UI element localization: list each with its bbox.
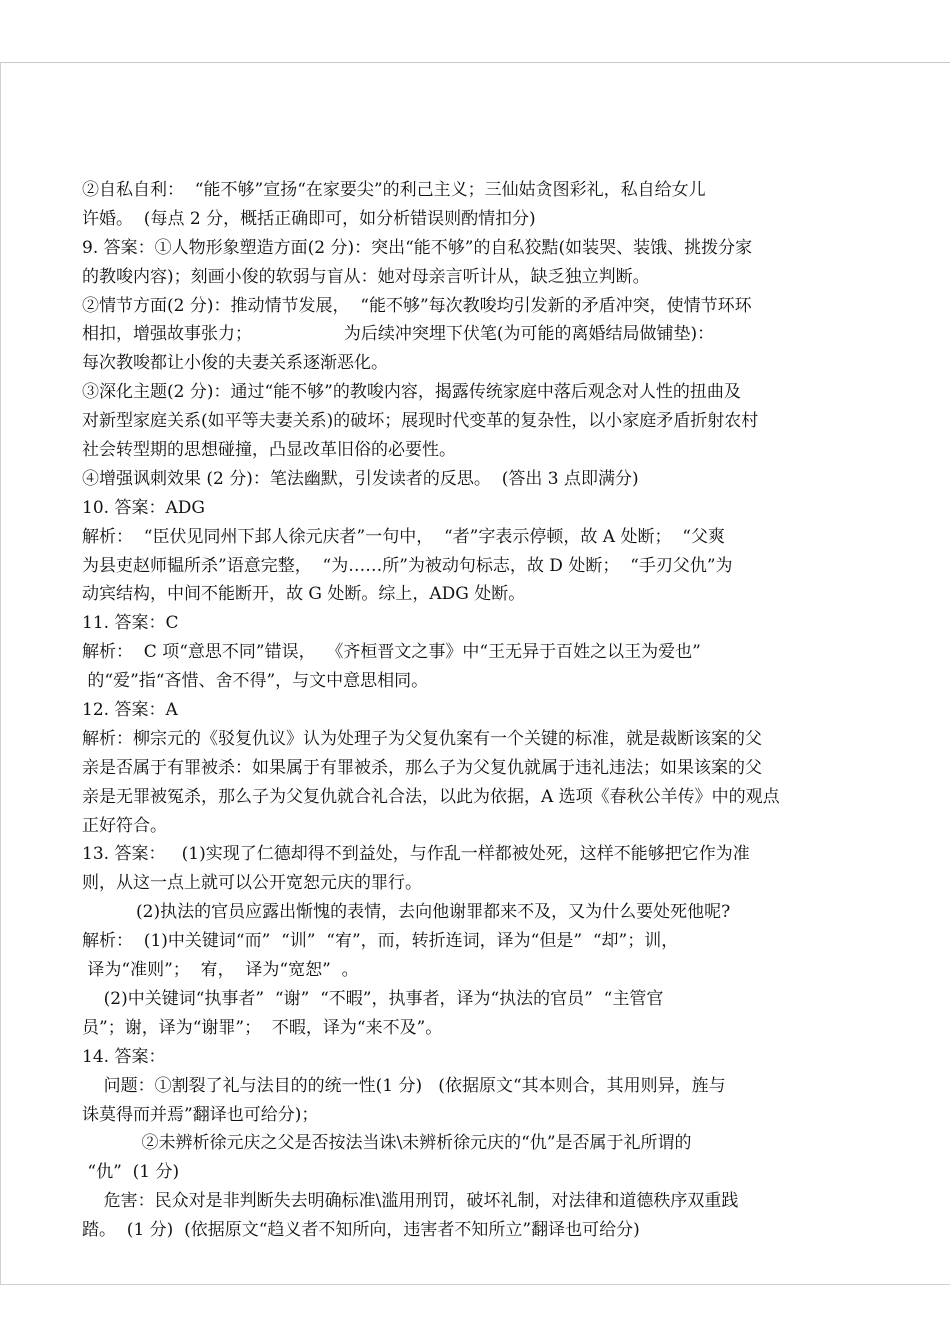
text-line: 解析： C 项“意思不同”错误， 《齐桓晋文之事》中“王无异于百姓之以王为爱也” (82, 642, 701, 663)
answer-text-body (82, 176, 882, 1245)
text-line: 对新型家庭关系(如平等夫妻关系)的破坏；展现时代变革的复杂性，以小家庭矛盾折射农村 (82, 411, 759, 432)
text-line: 亲是无罪被冤杀，那么子为父复仇就合礼合法，以此为依据，A 选项《春秋公羊传》中的观点 (82, 786, 780, 807)
text-line: 解析： “臣伏见同州下邽人徐元庆者”一句中， “者”字表示停顿，故 A 处断； “父爽 (82, 526, 725, 547)
text-line: 译为“准则”； 宥， 译为“宽恕” 。 (82, 960, 359, 981)
text-line: 许婚。 (每点 2 分，概括正确即可，如分析错误则酌情扣分) (82, 208, 536, 229)
text-line: “仇” (1 分) (82, 1162, 180, 1183)
text-line: 解析：柳宗元的《驳复仇议》认为处理子为父复仇案有一个关键的标准，就是裁断该案的父 (82, 728, 762, 749)
text-line: ②情节方面(2 分)：推动情节发展， “能不够”每次教唆均引发新的矛盾冲突，使情节环环 (82, 295, 752, 316)
text-line: (2)执法的官员应露出惭愧的表情，去向他谢罪都来不及，又为什么要处死他呢? (82, 902, 731, 923)
text-line: 则，从这一点上就可以公开宽恕元庆的罪行。 (82, 873, 422, 894)
text-line: 诛莫得而并焉”翻译也可给分)； (82, 1104, 319, 1125)
text-line: (2)中关键词“执事者” “谢” “不暇”，执事者，译为“执法的官员” “主管官 (82, 988, 664, 1009)
page-bottom-border (0, 1284, 950, 1285)
page-top-border (0, 62, 950, 63)
text-line: 的教唆内容)；刻画小俊的软弱与盲从：她对母亲言听计从，缺乏独立判断。 (82, 266, 650, 287)
text-line: 每次教唆都让小俊的夫妻关系逐渐恶化。 (82, 353, 388, 374)
text-line: 12. 答案：A (82, 700, 178, 721)
text-line: 亲是否属于有罪被杀：如果属于有罪被杀，那么子为父复仇就属于违礼违法；如果该案的父 (82, 757, 762, 778)
text-line: 解析： (1)中关键词“而” “训” “宥”，而，转折连词，译为“但是” “却”；训， (82, 931, 679, 952)
text-line: 正好符合。 (82, 815, 167, 836)
page-left-border (0, 62, 1, 1284)
text-line: 踏。 (1 分) (依据原文“趋义者不知所向，违害者不知所立”翻译也可给分) (82, 1220, 640, 1241)
text-line: 14. 答案： (82, 1046, 166, 1067)
text-line: 11. 答案：C (82, 613, 179, 634)
text-line: 10. 答案：ADG (82, 497, 205, 518)
text-line: ②自私自利： “能不够”宣扬“在家要尖”的利己主义；三仙姑贪图彩礼，私自给女儿 (82, 180, 706, 200)
text-line: 相扣，增强故事张力； 为后续冲突埋下伏笔(为可能的离婚结局做铺垫)： (82, 324, 715, 345)
text-line: 13. 答案： (1)实现了仁德却得不到益处，与作乱一样都被处死，这样不能够把它作为准 (82, 844, 750, 865)
text-line: ③深化主题(2 分)：通过“能不够”的教唆内容，揭露传统家庭中落后观念对人性的扭曲及 (82, 382, 741, 403)
text-line: 动宾结构，中间不能断开，故 G 处断。综上，ADG 处断。 (82, 584, 526, 605)
text-line: 社会转型期的思想碰撞，凸显改革旧俗的必要性。 (82, 440, 456, 461)
text-line: 为县吏赵师韫所杀”语意完整， “为……所”为被动句标志，故 D 处断； “手刃父仇”为 (82, 555, 733, 576)
text-line: 危害：民众对是非判断失去明确标准\滥用刑罚，破坏礼制，对法律和道德秩序双重践 (82, 1191, 739, 1212)
text-line: 问题：①割裂了礼与法目的的统一性(1 分) (依据原文“其本则合，其用则异，旌与 (82, 1075, 726, 1096)
text-line: ②未辨析徐元庆之父是否按法当诛\未辨析徐元庆的“仇”是否属于礼所谓的 (82, 1133, 692, 1154)
text-line: 9. 答案：①人物形象塑造方面(2 分)：突出“能不够”的自私狡黠(如装哭、装饿、挑拨分家 (82, 237, 753, 258)
text-line: 员”；谢，译为“谢罪”； 不暇，译为“来不及”。 (82, 1017, 443, 1038)
text-line: ④增强讽刺效果 (2 分)：笔法幽默，引发读者的反思。 (答出 3 点即满分) (82, 468, 639, 489)
text-line: 的“爱”指“吝惜、舍不得”，与文中意思相同。 (82, 671, 429, 692)
